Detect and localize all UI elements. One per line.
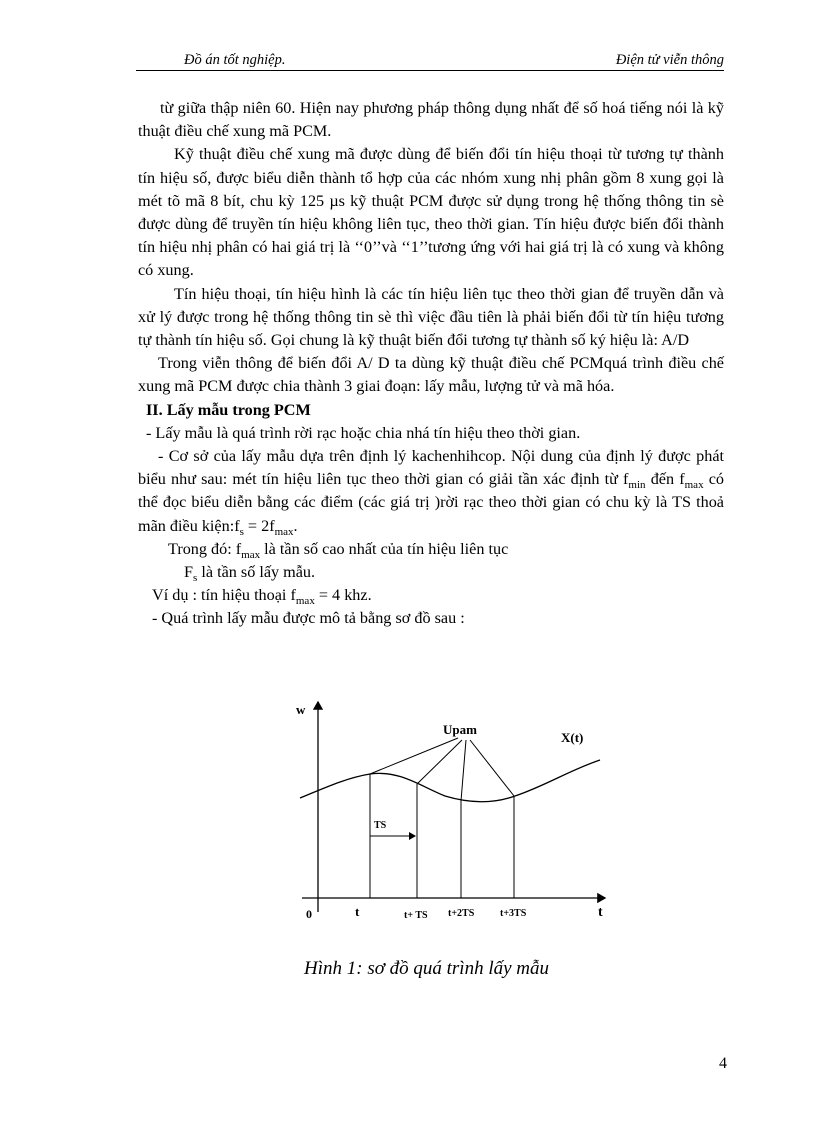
- sampling-diagram: [280, 690, 620, 930]
- bullet-sampling-theorem: - Cơ sở của lấy mẫu dựa trên định lý kachenhihcop. Nội dung của định lý được phát biểu như sau: mét tín hiệu liên tục theo thời gian có giải tần xác định từ $f_{min}$ đến $f_{max}$ có thể đọc biểu diễn bằng các điểm (các giá trị )rời rạc theo thời gian có chu kỳ là TS thoả mãn điều $kiện:f_s = 2f_{max}$.: [138, 447, 725, 538]
- upam-pointer-2: [417, 740, 462, 784]
- diagram-intro-line: - Quá trình lấy mẫu được mô tả bằng sơ đồ sau :: [152, 609, 465, 628]
- paragraph-4: Trong viễn thông để biến đổi A/ D ta dùng kỹ thuật điều chế PCMquá trình điều chế xung mã PCM được chia thành 3 giai đoạn: lấy mẫu, lượng tử và mã hóa.: [138, 354, 724, 396]
- tick-t3-label: t+3TS: [500, 908, 527, 919]
- upam-label: Upam: [443, 722, 477, 737]
- header-left-title: Đồ án tốt nghiệp.: [184, 52, 286, 68]
- y-axis-label: w: [296, 702, 306, 717]
- origin-label: 0: [306, 907, 312, 921]
- signal-label: X(t): [561, 730, 584, 745]
- example-line: Ví dụ : tín hiệu thoại $f_{max} = 4$ khz.: [152, 586, 372, 608]
- ts-label: TS: [374, 820, 387, 831]
- fs-definition-line: $F_s$ là tần số lấy mẫu.: [184, 563, 316, 585]
- signal-curve: [300, 760, 600, 802]
- tick-t1-label: t+ TS: [404, 910, 428, 921]
- page-number: 4: [719, 1055, 727, 1072]
- bullet-sampling-definition: - Lấy mẫu là quá trình rời rạc hoặc chia nhá tín hiệu theo thời gian.: [146, 423, 581, 442]
- upam-pointer-4: [470, 740, 514, 796]
- upam-pointer-1: [370, 738, 458, 774]
- page-header: [136, 52, 724, 71]
- where-fmax-line: Trong đó: $f_{max}$ là tần số cao nhất của tín hiệu liên tục: [168, 539, 509, 562]
- document-body: [138, 97, 724, 631]
- tick-t2-label: t+2TS: [448, 908, 475, 919]
- section-heading: II. Lấy mẫu trong PCM: [146, 400, 311, 419]
- paragraph-2: Kỹ thuật điều chế xung mã được dùng để biến đổi tín hiệu thoại từ tương tự thành tín hiệu số, được biểu diễn thành tổ hợp của các nhóm xung nhị phân gồm 8 xung gọi là mét tõ mã 8 bít, chu kỳ 125 µs kỹ thuật PCM được sử dụng trong hệ thống thông tin sè được dùng để truyền tín hiệu không liên tục, theo thời gian. Tín hiệu được biến đổi thành tín hiệu nhị phân có hai giá trị là ‘‘0’’và ‘‘1’’tương ứng với hai giá trị là có xung và không có xung.: [138, 145, 724, 280]
- header-right-title: Điện tử viễn thông: [615, 52, 724, 68]
- x-axis-label: t: [598, 905, 603, 920]
- paragraph-1: từ giữa thập niên 60. Hiện nay phương pháp thông dụng nhất để số hoá tiếng nói là kỹ thuật điều chế xung mã PCM.: [138, 99, 724, 141]
- figure-caption: Hình 1: sơ đồ quá trình lấy mẫu: [304, 958, 549, 979]
- paragraph-3: Tín hiệu thoại, tín hiệu hình là các tín hiệu liên tục theo thời gian để truyền dẫn và xử lý được trong hệ thống thông tin sè thì việc đầu tiên là phải biến đổi từ tín hiệu tương tự thành tín hiệu số. Gọi chung là kỹ thuật biến đổi tương tự thành số ký hiệu là: A/D: [138, 284, 724, 350]
- tick-t-label: t: [355, 904, 360, 919]
- upam-pointer-3: [461, 740, 466, 801]
